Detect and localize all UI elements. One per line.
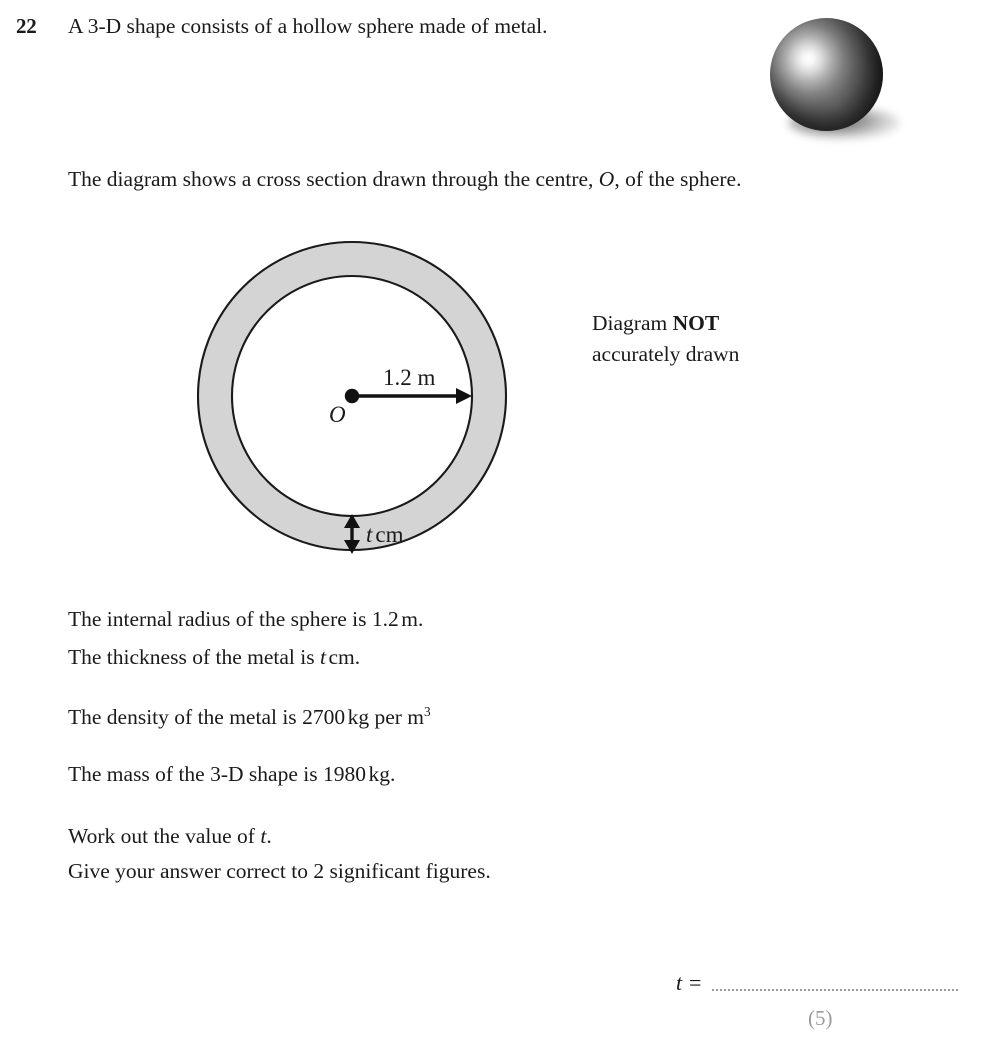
- answer-row: [676, 970, 976, 998]
- cross-section-intro-after: , of the sphere.: [614, 167, 742, 191]
- fact-mass-unit: kg: [368, 762, 390, 786]
- instruction-work-out: [68, 825, 272, 849]
- centre-label-O: O: [329, 402, 346, 427]
- answer-label: t =: [676, 970, 703, 995]
- question-number: 22: [16, 14, 37, 38]
- fact-thickness-value: t: [319, 645, 326, 669]
- instruction-work-out-suffix: .: [266, 824, 272, 848]
- note-line-1: [592, 308, 739, 339]
- instruction-significant-figures: Give your answer correct to 2 significant figures.: [68, 859, 491, 883]
- fact-mass-value: 1980: [322, 762, 366, 786]
- fact-mass-prefix: The mass of the 3-D shape is: [68, 762, 323, 786]
- fact-density-superscript: 3: [424, 703, 431, 719]
- fact-density: [68, 703, 431, 730]
- fact-mass-suffix: .: [389, 762, 396, 786]
- fact-internal-radius-prefix: The internal radius of the sphere is: [68, 607, 372, 631]
- cross-section-intro: [68, 168, 741, 192]
- fact-density-prefix: The density of the metal is: [68, 705, 303, 729]
- fact-thickness-suffix: .: [354, 645, 361, 669]
- note-prefix: Diagram: [592, 311, 673, 335]
- marks-badge: (5): [808, 1006, 833, 1030]
- fact-internal-radius-value: 1.2: [371, 607, 399, 631]
- fact-internal-radius-suffix: .: [418, 607, 424, 631]
- thickness-label: t cm: [366, 522, 404, 547]
- answer-input-line[interactable]: [712, 989, 958, 991]
- diagram-not-accurate-note: [592, 308, 739, 370]
- instruction-work-out-symbol: t: [260, 824, 267, 848]
- note-line-2: accurately drawn: [592, 342, 740, 367]
- metal-sphere-illustration: [760, 10, 900, 145]
- instruction-work-out-prefix: Work out the value of: [68, 824, 261, 848]
- fact-thickness-prefix: The thickness of the metal is: [68, 645, 320, 669]
- annulus-cross-section-diagram: [180, 225, 530, 570]
- fact-internal-radius-unit: m: [401, 607, 418, 631]
- fact-thickness: [68, 646, 360, 670]
- question-stem: A 3-D shape consists of a hollow sphere made of metal.: [68, 14, 548, 38]
- centre-symbol: O: [598, 167, 615, 191]
- fact-density-value: 2700: [302, 705, 346, 729]
- sphere-rim-light: [770, 18, 883, 131]
- note-emphasis: NOT: [672, 311, 720, 335]
- radius-label: 1.2 m: [383, 365, 436, 390]
- fact-internal-radius: [68, 608, 423, 632]
- fact-mass: [68, 763, 395, 787]
- cross-section-intro-before: The diagram shows a cross section drawn through the centre,: [68, 167, 599, 191]
- fact-density-unit: kg per m: [347, 705, 424, 729]
- fact-thickness-unit: cm: [328, 645, 355, 669]
